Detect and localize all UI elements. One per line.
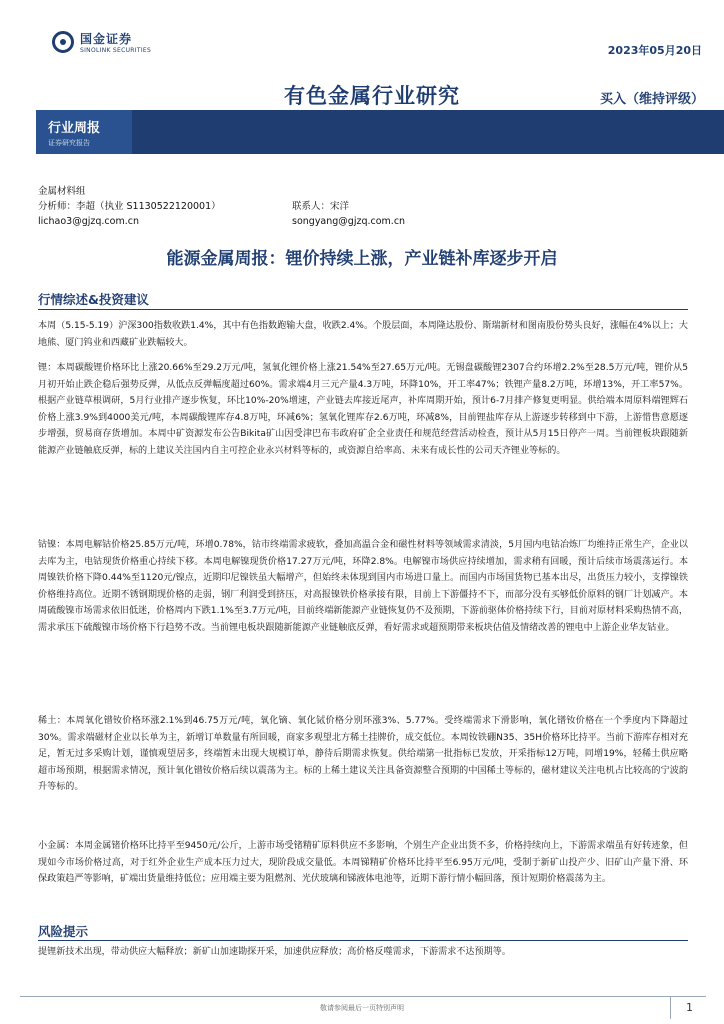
- contact-email[interactable]: songyang@gjzq.com.cn: [292, 216, 406, 227]
- report-type: 行业周报: [48, 121, 101, 136]
- section-title-summary: 行情综述&投资建议: [38, 292, 149, 307]
- paragraph-risk: 提锂新技术出现，带动供应大幅释放；新矿山加速勘探开采，加速供应释放；高价格反噬需求，下游需求不达预期等。: [38, 947, 511, 957]
- report-category: 证券研究报告: [48, 139, 90, 147]
- section-divider: [38, 940, 688, 941]
- contact-name: 联系人：宋洋: [292, 201, 350, 212]
- paragraph-market-overview: 本周（5.15-5.19）沪深300指数收跌1.4%，其中有色指数跑输大盘，收跌2.4%。个股层面，本周隆达股份、斯瑞新材和图南股份势头良好，涨幅在4%以上；大地熊、厦门钨业和西藏矿业跌幅较大。: [38, 321, 688, 348]
- rating-label: 买入（维持评级）: [599, 92, 704, 107]
- paragraph-lithium: 锂：本周碳酸锂价格环比上涨20.66%至29.2万元/吨，氢氧化锂价格上涨21.54%至27.65万元/吨。无锡盘碳酸锂2307合约环增2.2%至28.5万元/吨，锂价从5月初开始止跌企稳后强势反弹，从低点反弹幅度超过60%。需求端4月三元产量4.3万吨，环降10%，开工率47%；铁锂产量8.2万吨，环增13%，开工率57%。根据产业链草根调研，5月行业排产逐步恢复，环比10%-20%增速，产业链去库接近尾声，补库周期开始，预计6-7月排产修复更明显。供给端本周原料端锂辉石价格上涨3.9%到4000美元/吨，本周碳酸锂库存4.8万吨，环减6%；氢氧化锂库存2.6万吨，环减8%，目前锂盐库存从上游逐步转移到中下游，上游惜售意愿逐步增强，贸易商存货增加。本周中矿资源发布公告Bikita矿山因受津巴布韦政府矿企全业责任和规范经营活动检查，预计从5月15日停产一周。当前锂板块跟随新能源产业链触底反弹，标的上建议关注国内自主可控企业永兴材料等标的，或资源自给率高、未来有成长性的公司天齐锂业等标的。: [38, 363, 688, 456]
- company-logo: [52, 30, 151, 54]
- author-info: [38, 184, 406, 229]
- section-divider: [38, 309, 688, 310]
- email-line: [38, 214, 406, 229]
- paragraph-rare-earth: 稀土：本周氧化镨钕价格环涨2.1%到46.75万元/吨，氧化镝、氧化铽价格分别环涨3%、5.77%。受终端需求下滑影响，氧化镨钕价格在一个季度内下降超过30%。需求端磁材企业以长单为主，新增订单数量有所回暖，商家多观望北方稀土挂牌价，成交低位。本周钕铁硼N35、35H价格环比持平。当前下游库存相对充足，暂无过多采购计划，谨慎观望居多，终端暂未出现大规模订单，静待后期需求恢复。供给端第一批指标已发放，开采指标12万吨，同增19%，轻稀土供应略超市场预期，根据需求情况，预计氧化镨钕价格后续以震荡为主。标的上稀土建议关注具备资源整合预期的中国稀土等标的，磁材建议关注电机占比较高的宁波韵升等标的。: [38, 716, 688, 793]
- analyst-name: 分析师：李超（执业 S1130522120001）: [38, 201, 221, 212]
- report-headline: 能源金属周报：锂价持续上涨，产业链补库逐步开启: [166, 249, 558, 269]
- research-group: 金属材料组: [38, 186, 86, 197]
- paragraph-cobalt-nickel: 钴镍：本周电解钴价格25.85万元/吨，环增0.78%，钴市终端需求疲软，叠加高温合金和磁性材料等领域需求清淡，5月国内电钴冶炼厂均维持正常生产，企业以去库为主，电钴现货价格重心持续下移。本周电解镍现货价格17.27万元/吨，环降2.8%。电解镍市场供应持续增加，需求稍有回暖，预计后续市场震荡运行。本周镍铁价格下降0.44%至1120元/镍点，近期印尼镍铁虽大幅增产，但始终未体现到国内市场进口量上。而国内市场国货物已基本出尽，出货压力较小，支撑镍铁价格维持高位。近期不锈钢期现价格的走弱，钢厂利润受到挤压，对高报镍铁价格承接有限，目前上下游僵持不下，而部分没有买够低价原料的钢厂计划减产。本周硫酸镍市场需求依旧低迷，价格周内下跌1.1%至3.7万元/吨，目前终端新能源产业链恢复仍不及预期，下游前驱体价格持续下行，目前对原材料采购热情不高，需求承压下硫酸镍市场价格下行趋势不改。当前锂电板块跟随新能源产业链触底反弹，看好需求或超预期带来板块估值及情绪改善的锂电中上游企业华友钴业。: [38, 540, 688, 633]
- logo-name: 国金证券: [80, 32, 133, 46]
- section-title-risk: 风险提示: [38, 924, 89, 939]
- header-band: [36, 110, 724, 154]
- logo-emblem-icon: [52, 31, 74, 53]
- logo-english-name: SINOLINK SECURITIES: [80, 47, 152, 54]
- page-number: 1: [686, 1001, 693, 1014]
- report-banner: [0, 0, 724, 170]
- footer-disclaimer[interactable]: 敬请参阅最后一页特别声明: [320, 1004, 404, 1012]
- analyst-line: [38, 199, 350, 214]
- analyst-email[interactable]: lichao3@gjzq.com.cn: [38, 216, 139, 227]
- footer-divider: [20, 996, 706, 997]
- report-title: 有色金属行业研究: [284, 84, 460, 108]
- report-date: 2023年05月20日: [607, 44, 702, 57]
- paragraph-minor-metals: 小金属：本周金属锗价格环比持平至9450元/公斤，上游市场受锗精矿原料供应不多影响，个别生产企业出货不多，价格持续向上，下游需求端虽有好转迹象，但现如今市场价格过高，对于红外企业生产成本压力过大，现阶段成交量低。本周锑精矿价格环比持平至6.95万元/吨，受制于新矿山投产少、旧矿山产量下滑、环保政策趋严等影响，矿端出货量维持低位；应用端主要为阻燃剂、光伏玻璃和锑液体电池等，近期下游行情小幅回落，预计短期价格震荡为主。: [38, 841, 688, 885]
